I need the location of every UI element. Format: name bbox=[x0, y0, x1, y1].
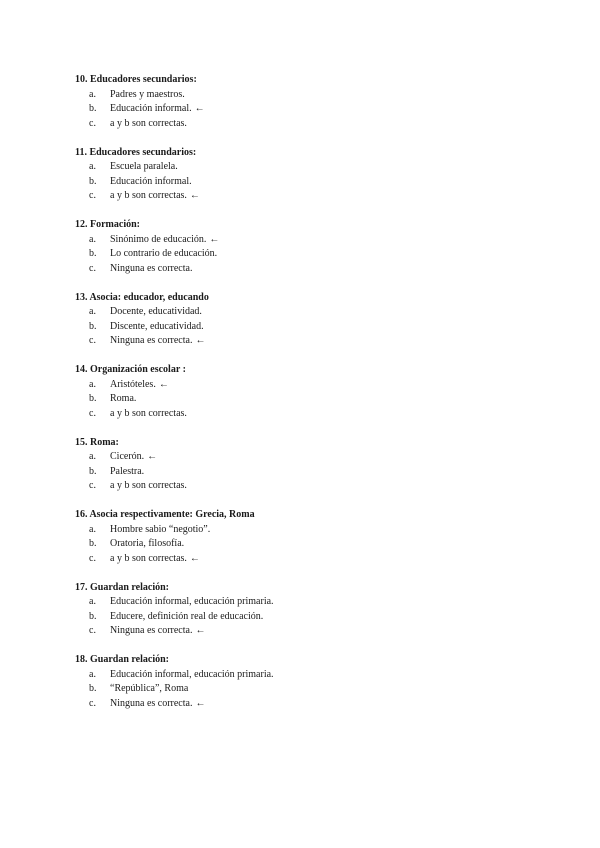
option-letter: a. bbox=[89, 161, 96, 172]
question-title: 18. Guardan relación: bbox=[75, 654, 169, 665]
answer-option bbox=[89, 334, 600, 349]
answer-option bbox=[89, 465, 600, 480]
answer-option bbox=[89, 682, 600, 697]
option-text: Cicerón. bbox=[110, 451, 145, 462]
option-text: a y b son correctas. bbox=[110, 117, 187, 129]
option-text: Escuela paralela. bbox=[110, 161, 178, 172]
answer-option bbox=[89, 247, 600, 262]
question-title: 13. Asocia: educador, educando bbox=[75, 291, 209, 303]
option-letter: b. bbox=[89, 175, 97, 187]
correct-answer-arrow-icon: ← bbox=[194, 103, 205, 114]
option-text: a y b son correctas. bbox=[110, 190, 187, 201]
option-text: Ninguna es correcta. bbox=[110, 625, 193, 636]
answer-option bbox=[89, 262, 600, 277]
option-letter: c. bbox=[89, 190, 96, 201]
answer-option bbox=[89, 88, 600, 103]
question-block bbox=[0, 363, 600, 421]
option-letter: a. bbox=[89, 233, 96, 245]
option-text: Lo contrario de educación. bbox=[110, 248, 218, 259]
answer-option bbox=[89, 160, 600, 175]
answer-option bbox=[89, 537, 600, 552]
answer-option bbox=[89, 189, 600, 204]
option-letter: c. bbox=[89, 552, 96, 564]
option-letter: b. bbox=[89, 610, 97, 622]
answer-option bbox=[89, 552, 600, 567]
answer-option bbox=[89, 117, 600, 132]
option-text: Educación informal. bbox=[110, 103, 192, 114]
option-letter: c. bbox=[89, 117, 96, 129]
correct-answer-arrow-icon: ← bbox=[189, 552, 200, 564]
option-text: Ninguna es correcta. bbox=[110, 335, 193, 346]
option-letter: b. bbox=[89, 103, 97, 114]
correct-answer-arrow-icon: ← bbox=[147, 451, 158, 462]
option-letter: a. bbox=[89, 596, 96, 607]
answer-option bbox=[89, 624, 600, 639]
option-text: Padres y maestros. bbox=[110, 88, 185, 100]
option-text: Palestra. bbox=[110, 465, 145, 477]
option-letter: b. bbox=[89, 320, 97, 332]
question-title: 17. Guardan relación: bbox=[75, 581, 169, 593]
correct-answer-arrow-icon: ← bbox=[195, 335, 206, 346]
option-letter: a. bbox=[89, 378, 96, 390]
option-letter: a. bbox=[89, 306, 96, 317]
option-letter: c. bbox=[89, 262, 96, 274]
option-text: Docente, educatividad. bbox=[110, 306, 202, 317]
answer-option bbox=[89, 697, 600, 712]
option-text: a y b son correctas. bbox=[110, 480, 187, 491]
option-letter: b. bbox=[89, 248, 97, 259]
question-block bbox=[0, 146, 600, 204]
answer-option bbox=[89, 523, 600, 538]
answer-option bbox=[89, 392, 600, 407]
answer-option bbox=[89, 450, 600, 465]
option-text: Educere, definición real de educación. bbox=[110, 610, 264, 622]
question-block bbox=[0, 653, 600, 711]
option-text: Educación informal, educación primaria. bbox=[110, 596, 274, 607]
option-letter: c. bbox=[89, 697, 96, 709]
answer-option bbox=[89, 479, 600, 494]
question-title: 12. Formación: bbox=[75, 219, 140, 230]
option-letter: a. bbox=[89, 88, 96, 100]
option-letter: c. bbox=[89, 335, 96, 346]
option-letter: a. bbox=[89, 668, 96, 680]
question-block bbox=[0, 436, 600, 494]
question-title: 10. Educadores secundarios: bbox=[75, 74, 197, 85]
correct-answer-arrow-icon: ← bbox=[195, 625, 206, 636]
question-block bbox=[0, 581, 600, 639]
option-letter: b. bbox=[89, 465, 97, 477]
option-letter: c. bbox=[89, 480, 96, 491]
option-text: Educación informal, educación primaria. bbox=[110, 668, 274, 680]
answer-option bbox=[89, 305, 600, 320]
option-text: Ninguna es correcta. bbox=[110, 262, 193, 274]
option-letter: a. bbox=[89, 523, 96, 535]
option-letter: c. bbox=[89, 625, 96, 636]
question-block bbox=[0, 73, 600, 131]
answer-option bbox=[89, 175, 600, 190]
answer-option bbox=[89, 610, 600, 625]
option-letter: a. bbox=[89, 451, 96, 462]
option-letter: b. bbox=[89, 538, 97, 549]
option-text: Hombre sabio “negotio”. bbox=[110, 523, 211, 535]
option-text: a y b son correctas. bbox=[110, 407, 187, 419]
option-text: Discente, educatividad. bbox=[110, 320, 204, 332]
answer-option bbox=[89, 378, 600, 393]
option-text: Educación informal. bbox=[110, 175, 192, 187]
answer-option bbox=[89, 320, 600, 335]
option-letter: c. bbox=[89, 407, 96, 419]
answer-option bbox=[89, 407, 600, 422]
option-text: Oratoria, filosofía. bbox=[110, 538, 185, 549]
question-title: 16. Asocia respectivamente: Grecia, Roma bbox=[75, 509, 255, 520]
correct-answer-arrow-icon: ← bbox=[189, 190, 200, 201]
correct-answer-arrow-icon: ← bbox=[158, 378, 169, 390]
answer-option bbox=[89, 595, 600, 610]
correct-answer-arrow-icon: ← bbox=[195, 697, 206, 709]
question-block bbox=[0, 218, 600, 276]
question-title: 11. Educadores secundarios: bbox=[75, 146, 197, 158]
answer-option bbox=[89, 668, 600, 683]
option-text: Ninguna es correcta. bbox=[110, 697, 193, 709]
question-title: 14. Organización escolar : bbox=[75, 364, 186, 375]
option-letter: b. bbox=[89, 393, 97, 404]
answer-option bbox=[89, 233, 600, 248]
option-text: a y b son correctas. bbox=[110, 552, 187, 564]
question-block bbox=[0, 291, 600, 349]
option-text: Aristóteles. bbox=[110, 378, 156, 390]
answer-option bbox=[89, 102, 600, 117]
option-text: Roma. bbox=[110, 393, 137, 404]
question-title: 15. Roma: bbox=[75, 436, 119, 448]
correct-answer-arrow-icon: ← bbox=[209, 233, 220, 245]
question-block bbox=[0, 508, 600, 566]
option-letter: b. bbox=[89, 683, 97, 694]
option-text: “República”, Roma bbox=[110, 683, 189, 694]
question-list bbox=[0, 73, 600, 726]
option-text: Sinónimo de educación. bbox=[110, 233, 207, 245]
